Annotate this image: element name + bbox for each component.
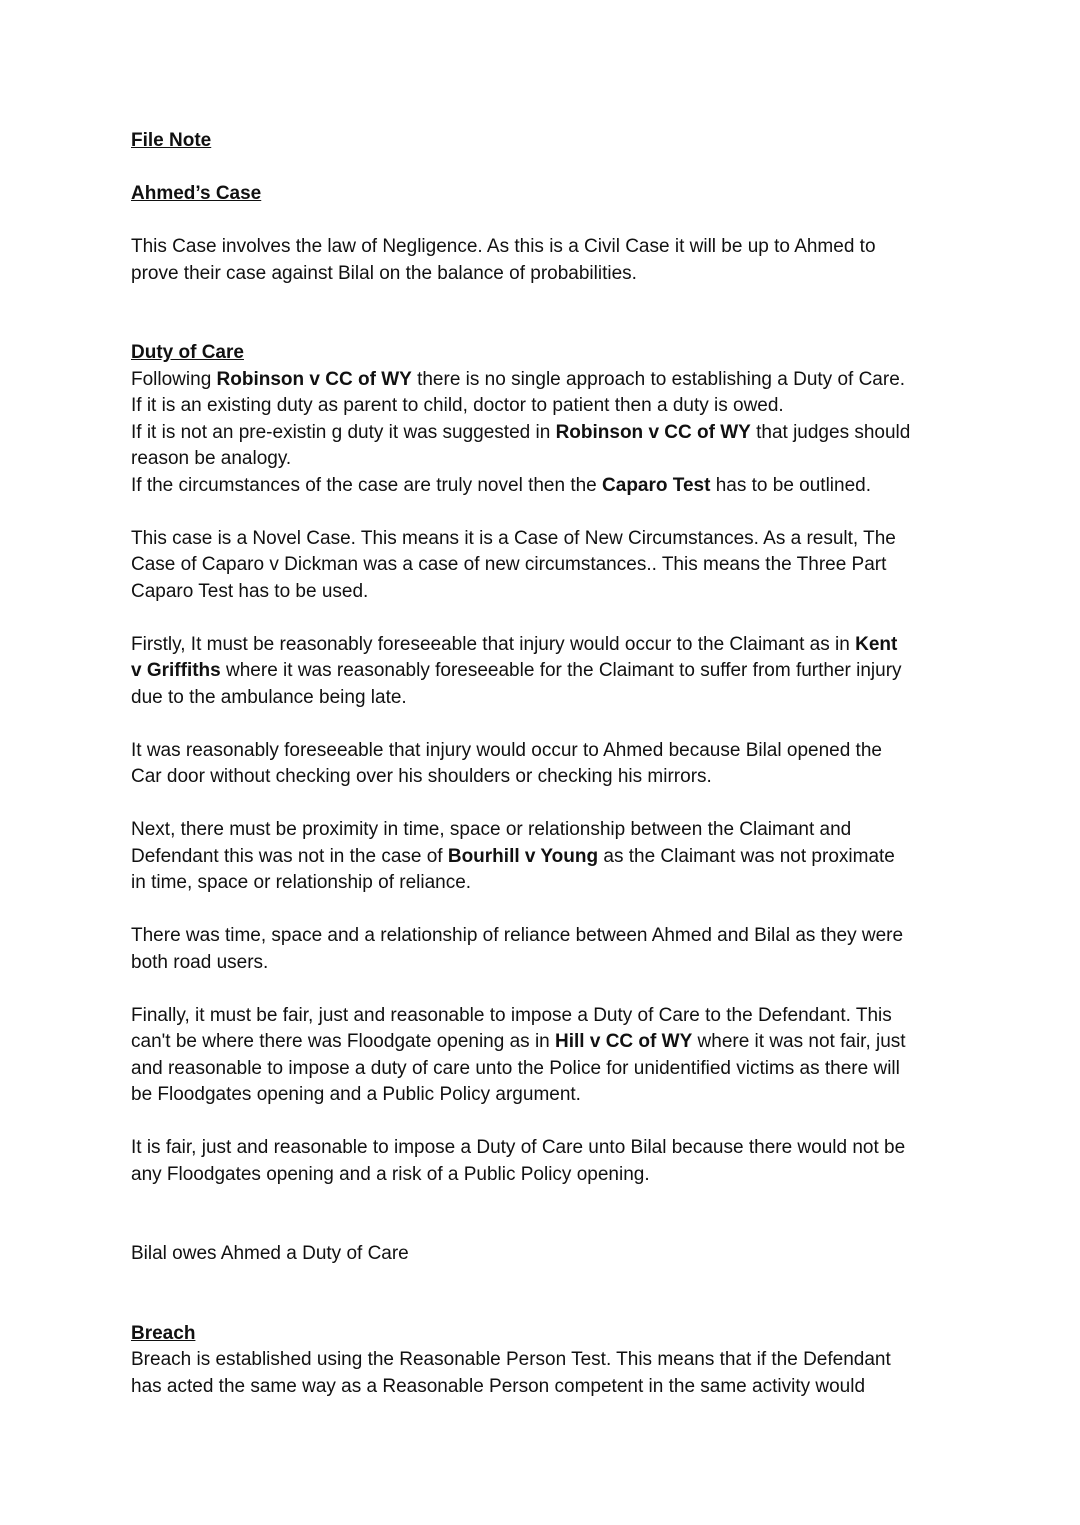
text-line: in time, space or relationship of reliance. (131, 872, 472, 893)
case-citation: Kent (855, 633, 898, 655)
text-run: where it was reasonably foreseeable for the Claimant to suffer from further injury (220, 660, 902, 681)
duty-paragraph-1 (131, 367, 961, 500)
text-run: Following (131, 368, 217, 390)
text-line: both road users. (131, 951, 269, 973)
text-line: Case of Caparo v Dickman was a case of new circumstances.. This means the Three Part (131, 554, 887, 575)
text-line: There was time, space and a relationship of reliance between Ahmed and Bilal as they were (131, 925, 904, 946)
text-line: due to the ambulance being late. (131, 686, 407, 708)
spacer (131, 287, 961, 314)
text-run: If the circumstances of the case are truly novel then the (131, 474, 603, 496)
text-line: Finally, it must be fair, just and reasonable to impose a Duty of Care to the Defendant. This (131, 1004, 892, 1026)
duty-of-care-heading: Duty of Care (131, 342, 244, 363)
duty-paragraph-3 (131, 632, 961, 712)
spacer (131, 711, 961, 738)
spacer (131, 1188, 961, 1215)
case-citation: Bourhill v Young (447, 845, 599, 867)
case-citation: Robinson v CC of WY (216, 368, 412, 390)
duty-paragraph-4 (131, 738, 961, 791)
spacer (131, 155, 961, 182)
case-citation: Caparo Test (602, 474, 711, 496)
spacer (131, 897, 961, 924)
text-line (131, 844, 961, 871)
intro-paragraph (131, 234, 961, 287)
text-line: Next, there must be proximity in time, space or relationship between the Claimant and (131, 819, 852, 840)
text-line: Breach is established using the Reasonable Person Test. This means that if the Defendant (131, 1349, 891, 1370)
text-line: If it is an existing duty as parent to child, doctor to patient then a duty is owed. (131, 395, 784, 416)
spacer (131, 976, 961, 1003)
text-line (131, 1029, 961, 1056)
text-line: be Floodgates opening and a Public Policy argument. (131, 1084, 581, 1105)
document-page (131, 128, 961, 1400)
text-run: has to be outlined. (710, 474, 872, 496)
text-line: This case is a Novel Case. This means it is a Case of New Circumstances. As a result, The (131, 527, 896, 549)
duty-conclusion: Bilal owes Ahmed a Duty of Care (131, 1243, 409, 1264)
duty-paragraph-2 (131, 526, 961, 606)
text-run: where it was not fair, just (692, 1031, 906, 1052)
text-line: Caparo Test has to be used. (131, 580, 369, 602)
text-run: Firstly, It must be reasonably foreseeable that injury would occur to the Claimant as in (131, 633, 856, 655)
text-run: as the Claimant was not proximate (598, 845, 895, 867)
text-run: that judges should (750, 421, 911, 443)
duty-paragraph-8 (131, 1135, 961, 1188)
spacer (131, 499, 961, 526)
spacer (131, 791, 961, 818)
case-citation: Hill v CC of WY (555, 1031, 693, 1052)
text-run: there is no single approach to establishing a Duty of Care. (411, 368, 906, 390)
text-line: has acted the same way as a Reasonable Person competent in the same activity would (131, 1375, 866, 1397)
spacer (131, 1109, 961, 1136)
text-line: reason be analogy. (131, 448, 292, 469)
text-run: If it is not an pre-existin g duty it was suggested in (131, 421, 556, 443)
text-line: Car door without checking over his shoulders or checking his mirrors. (131, 766, 712, 787)
text-run: can't be where there was Floodgate opening as in (131, 1031, 556, 1052)
case-citation: Robinson v CC of WY (555, 421, 751, 443)
text-line: any Floodgates opening and a risk of a Public Policy opening. (131, 1163, 650, 1185)
text-line (131, 367, 961, 394)
spacer (131, 1294, 961, 1321)
breach-paragraph (131, 1347, 961, 1400)
text-run: Defendant this was not in the case of (131, 845, 448, 867)
document-title: File Note (131, 130, 212, 151)
duty-paragraph-5 (131, 817, 961, 897)
spacer (131, 314, 961, 341)
duty-paragraph-7 (131, 1003, 961, 1109)
text-line: This Case involves the law of Negligence. As this is a Civil Case it will be up to Ahmed to (131, 236, 876, 257)
spacer (131, 1268, 961, 1295)
text-line (131, 632, 961, 659)
spacer (131, 605, 961, 632)
spacer (131, 208, 961, 235)
text-line (131, 420, 961, 447)
spacer (131, 1215, 961, 1242)
text-line (131, 473, 961, 500)
text-line: prove their case against Bilal on the balance of probabilities. (131, 262, 637, 284)
text-line (131, 658, 961, 685)
breach-heading: Breach (131, 1322, 196, 1344)
text-line: It was reasonably foreseeable that injury would occur to Ahmed because Bilal opened the (131, 739, 882, 761)
duty-paragraph-6 (131, 923, 961, 976)
text-line: and reasonable to impose a duty of care unto the Police for unidentified victims as there will (131, 1057, 900, 1079)
case-heading: Ahmed’s Case (131, 183, 262, 204)
case-citation: v Griffiths (131, 660, 221, 681)
text-line: It is fair, just and reasonable to impose a Duty of Care unto Bilal because there would not be (131, 1137, 906, 1158)
